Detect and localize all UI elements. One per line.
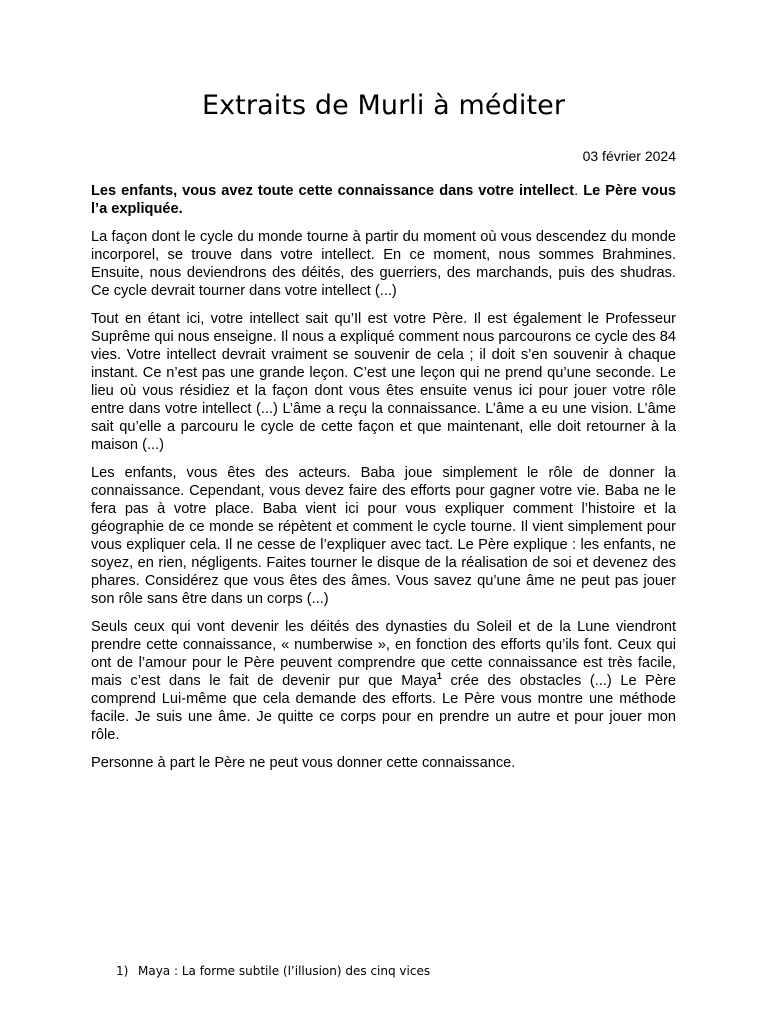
document-date: 03 février 2024 [582,148,676,164]
footnote-text: Maya : La forme subtile (l’illusion) des cinq vices [138,964,431,978]
paragraph-3: Les enfants, vous êtes des acteurs. Baba joue simplement le rôle de donner la connaissance. Cependant, vous devez faire des efforts pour gagner votre vie. Baba ne le fera pas à votre place. Baba vient ici pour vous expliquer comment l’histoire et la géographie de ce monde se répètent et comment le cycle tourne. Il vient simplement pour vous expliquer cela. Il ne cesse de l’expliquer avec tact. Le Père explique : les enfants, ne soyez, en rien, négligents. Faites tourner le disque de la réalisation de soi et devenez des phares. Considérez que vous êtes des âmes. Vous savez qu’une âme ne peut pas jouer son rôle sans être dans un corps (...) [91,465,676,607]
document-title: Extraits de Murli à méditer [201,90,566,121]
paragraph-5: Personne à part le Père ne peut vous donner cette connaissance. [91,755,516,771]
footnote [116,963,430,979]
paragraph-4-part-2: crée des obstacles (...) Le Père comprend Lui-même que cela demande des efforts. Le Père vous montre une méthode facile. Je suis une âme. Je quitte ce corps pour en prendre un autre et pour jouer mon rôle. [91,673,676,743]
paragraph-2: Tout en étant ici, votre intellect sait qu’Il est votre Père. Il est également le Professeur Suprême qui nous enseigne. Il nous a expliqué comment nous parcourons ce cycle des 84 vies. Votre intellect devrait vraiment se souvenir de cela ; il doit s’en souvenir à chaque instant. Ce n’est pas une grande leçon. C’est une leçon qui ne prend qu’une seconde. Le lieu où vous résidiez et la façon dont vous êtes ensuite venus ici pour jouer votre rôle entre dans votre intellect (...) L’âme a reçu la connaissance. L’âme a eu une vision. L’âme sait qu’elle a parcouru le cycle de cette façon et que maintenant, elle doit retourner à la maison (...) [91,311,676,453]
paragraph-4-part-1: Seuls ceux qui vont devenir les déités des dynasties du Soleil et de la Lune viendront prendre cette connaissance, « numberwise », en fonction des efforts qu’ils font. Ceux qui ont de l’amour pour le Père peuvent comprendre que cette connaissance est très facile, mais c’est dans le fait de devenir pur que Maya [91,619,676,689]
footnote-number: 1) [116,964,129,978]
document-body [91,182,676,782]
paragraph-4 [91,618,676,744]
paragraph-1: La façon dont le cycle du monde tourne à partir du moment où vous descendez du monde incorporel, se trouve dans votre intellect. En ce moment, nous sommes Brahmines. Ensuite, nous deviendrons des déités, des guerriers, des marchands, puis des shudras. Ce cycle devrait tourner dans votre intellect (...) [91,229,676,299]
lead-part-1: Les enfants, vous avez toute cette connaissance dans votre intellect [91,183,575,199]
footnote-reference: 1 [436,671,442,682]
lead-separator: . [574,183,584,199]
lead-paragraph [91,182,676,218]
lead-part-2: Le Père vous l’a expliquée. [91,183,676,217]
